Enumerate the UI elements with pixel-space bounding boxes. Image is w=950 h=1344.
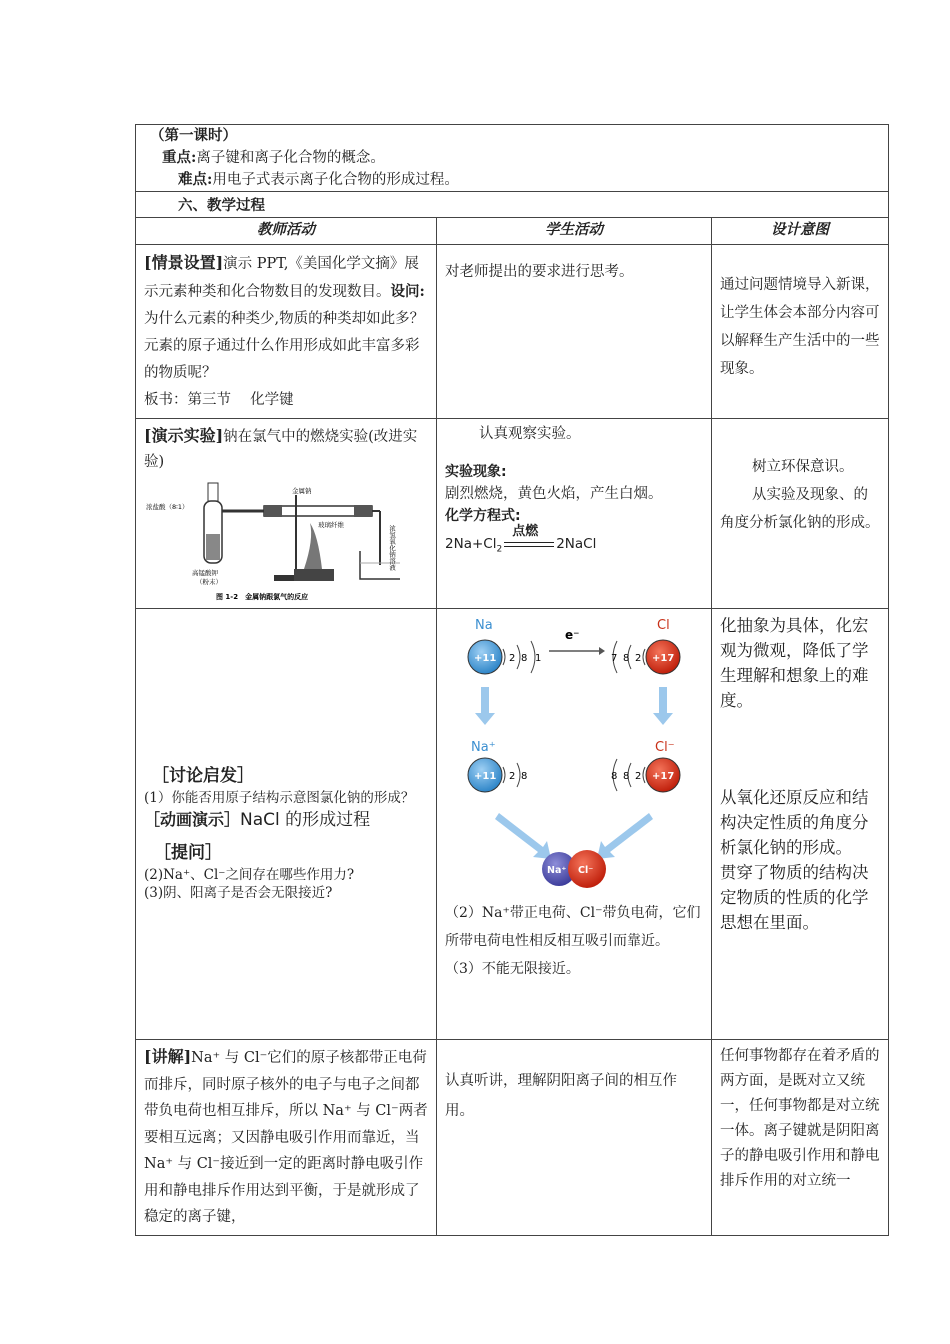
row-scenario bbox=[136, 245, 889, 419]
cl-nucleus: +17 bbox=[652, 653, 675, 664]
svg-text:1: 1 bbox=[535, 653, 542, 664]
teacher-experiment: [演示实验]钠在氯气中的燃烧实验(改进实验) 浓盐酸（8∶1） 金属钠 玻璃纤维 高锰酸钾 （粉末） 浓氢氧化钠溶液 图 1-2 金属钠跟氯气的反应 bbox=[136, 419, 437, 609]
student-scenario: 对老师提出的要求进行思考。 bbox=[437, 245, 712, 419]
fig-label-powder: （粉末） bbox=[196, 578, 222, 586]
row-experiment bbox=[136, 419, 889, 609]
row-discussion bbox=[136, 609, 889, 1040]
svg-text:2: 2 bbox=[635, 653, 642, 664]
svg-text:8: 8 bbox=[521, 771, 528, 782]
na-nucleus: +11 bbox=[474, 653, 497, 664]
intent-experiment: 树立环保意识。 从实验及现象、的角度分析氯化钠的形成。 bbox=[712, 419, 889, 609]
observe-text: 认真观察实验。 bbox=[479, 426, 581, 442]
nacl-formation-diagram bbox=[459, 615, 689, 895]
cl-ion-label: Cl⁻ bbox=[655, 740, 675, 755]
svg-text:+17: +17 bbox=[652, 771, 675, 782]
fig-label-na: 金属钠 bbox=[292, 487, 312, 495]
student-discussion bbox=[437, 609, 712, 1040]
col-teacher: 教师活动 bbox=[136, 218, 437, 245]
svg-text:8: 8 bbox=[623, 653, 630, 664]
row-explanation bbox=[136, 1040, 889, 1236]
answer-2: （2）Na⁺带正电荷、Cl⁻带负电荷，它们所带电荷电性相反相互吸引而靠近。 bbox=[445, 905, 701, 949]
svg-text:2: 2 bbox=[509, 653, 516, 664]
svg-text:8: 8 bbox=[623, 771, 630, 782]
question-1: (1）你能否用原子结构示意图氯化钠的形成？ bbox=[144, 790, 415, 806]
svg-text:7: 7 bbox=[611, 653, 618, 664]
intent-explanation: 任何事物都存在着矛盾的两方面，是既对立又统一，任何事物都是对立统一体。离子键就是阴阳离子的静电吸引作用和静电排斥作用的对立统一 bbox=[712, 1040, 889, 1236]
svg-text:2: 2 bbox=[509, 771, 516, 782]
student-explanation: 认真听讲，理解阴阳离子间的相互作用。 bbox=[437, 1040, 712, 1236]
key-point: 重点:离子键和离子化合物的概念。 bbox=[162, 149, 385, 166]
section-row bbox=[136, 192, 889, 218]
board-text: 板书：第三节 化学键 bbox=[144, 392, 294, 408]
answer-3: （3）不能无限接近。 bbox=[445, 961, 580, 977]
student-experiment bbox=[437, 419, 712, 609]
fig-caption: 图 1-2 金属钠跟氯气的反应 bbox=[216, 593, 309, 601]
fig-label-naoh: 浓氢氧化钠溶液 bbox=[388, 525, 396, 571]
equation-label: 化学方程式: bbox=[445, 508, 521, 524]
header-row bbox=[136, 125, 889, 192]
question-2: (2)Na⁺、Cl⁻之间存在哪些作用力? bbox=[144, 867, 355, 883]
lesson-plan-table bbox=[135, 124, 889, 1236]
electron-label: e⁻ bbox=[565, 628, 580, 642]
svg-text:2: 2 bbox=[635, 771, 642, 782]
na-label: Na bbox=[475, 618, 493, 633]
phenomenon-label: 实验现象: bbox=[445, 464, 507, 480]
question-3: (3)阴、阳离子是否会无限接近? bbox=[144, 885, 333, 901]
intent-discussion: 化抽象为具体，化宏观为微观，降低了学生理解和想象上的难度。 从氧化还原反应和结构决定性质的角度分析氯化钠的形成。 贯穿了物质的结构决定物质的性质的化学思想在里面。 bbox=[712, 609, 889, 1040]
lesson-label: （第一课时） bbox=[150, 127, 237, 144]
bond-cl: Cl⁻ bbox=[578, 865, 594, 876]
phenomenon-text: 剧烈燃烧，黄色火焰，产生白烟。 bbox=[445, 486, 663, 502]
teacher-explanation: [讲解]Na⁺ 与 Cl⁻它们的原子核都带正电荷而排斥，同时原子核外的电子与电子之间都带负电荷也相互排斥，所以 Na⁺ 与 Cl⁻两者要相互远离；又因静电吸引作用而靠近，当 Na⁺ 与 Cl⁻接近到一定的距离时静电吸引作用和静电排斥作用达到平衡，于是就形成了稳定的离子键， bbox=[136, 1040, 437, 1236]
cl-label: Cl bbox=[657, 618, 670, 633]
na-ion-label: Na⁺ bbox=[471, 740, 496, 755]
fig-label-kmno4: 高锰酸钾 bbox=[192, 569, 218, 577]
column-header-row bbox=[136, 218, 889, 245]
bond-na: Na⁺ bbox=[547, 865, 567, 876]
fig-label-glass: 玻璃纤维 bbox=[318, 521, 344, 529]
difficult-point: 难点:用电子式表示离子化合物的形成过程。 bbox=[178, 171, 459, 188]
svg-text:+11: +11 bbox=[474, 771, 497, 782]
intent-scenario: 通过问题情境导入新课，让学生体会本部分内容可以解释生产生活中的一些现象。 bbox=[712, 245, 889, 419]
equation: $2Na+Cl_2$ 点燃 2NaCl bbox=[445, 524, 597, 555]
col-student: 学生活动 bbox=[437, 218, 712, 245]
svg-text:8: 8 bbox=[611, 771, 618, 782]
fig-label-hcl: 浓盐酸（8∶1） bbox=[146, 503, 189, 511]
apparatus-figure bbox=[146, 479, 401, 604]
section-title: 六、教学过程 bbox=[136, 192, 889, 218]
col-intent: 设计意图 bbox=[712, 218, 889, 245]
teacher-discussion: ［讨论启发］ (1）你能否用原子结构示意图氯化钠的形成？ ［动画演示］NaCl 的形成过程 ［提问］ (2)Na⁺、Cl⁻之间存在哪些作用力? (3)阴、阳离子是否会无限接近? bbox=[136, 609, 437, 1040]
svg-text:8: 8 bbox=[521, 653, 528, 664]
teacher-scenario: [情景设置]演示 PPT,《美国化学文摘》展示元素种类和化合物数目的发现数目。设问:为什么元素的种类少,物质的种类却如此多？元素的原子通过什么作用形成如此丰富多彩的物质呢？ 板书：第三节 化学键 bbox=[136, 245, 437, 419]
